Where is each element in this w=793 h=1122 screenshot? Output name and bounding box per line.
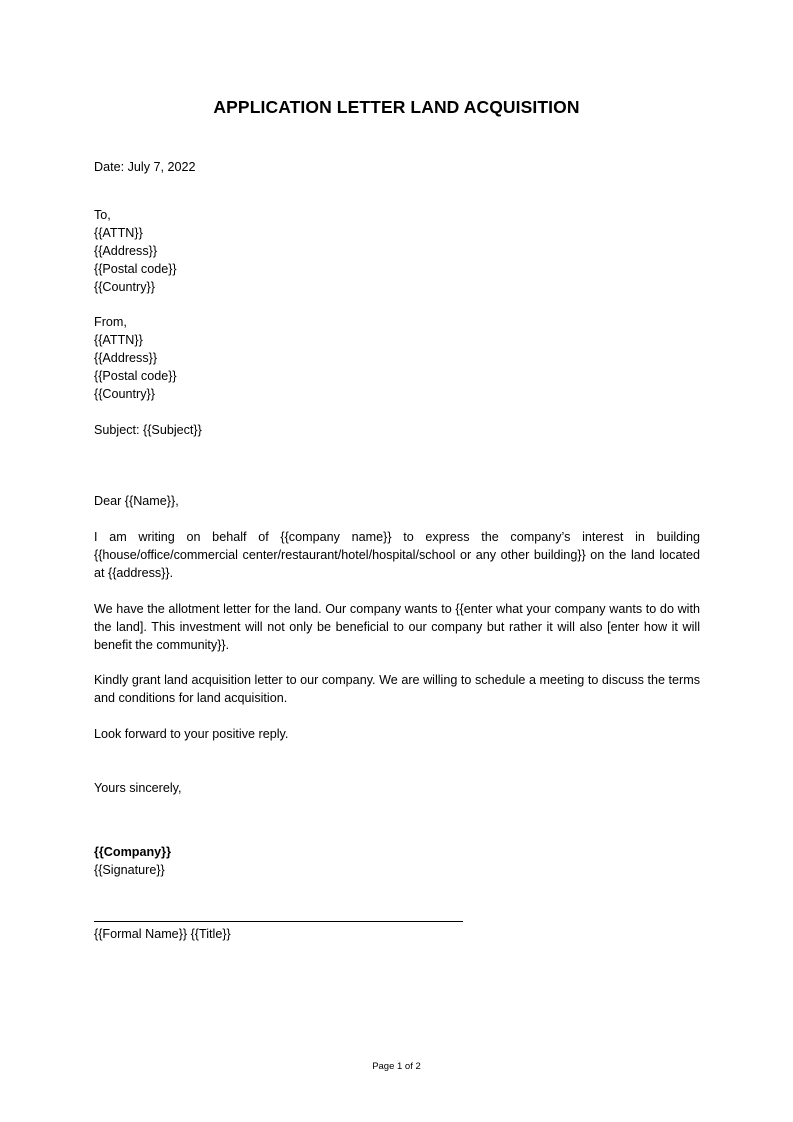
to-attn: {{ATTN}} (94, 226, 143, 240)
subject-text: Subject: {{Subject}} (94, 423, 202, 437)
signature-block (94, 843, 171, 879)
salutation-text: Dear {{Name}}, (94, 494, 179, 508)
from-country: {{Country}} (94, 387, 155, 401)
date-line (94, 158, 196, 176)
body-paragraph-3: Kindly grant land acquisition letter to our company. We are willing to schedule a meeting to discuss the terms and conditions for land acquisition. (94, 673, 700, 705)
from-attn: {{ATTN}} (94, 333, 143, 347)
salutation (94, 492, 179, 510)
body-paragraph-1: I am writing on behalf of {{company name}} to express the company’s interest in building {{house/office/commercial center/restaurant/hotel/hospital/school or any other building}} on the land located at {{address}}. (94, 530, 700, 580)
closing-text: Yours sincerely, (94, 781, 182, 795)
subject-line (94, 421, 202, 439)
from-postal-code: {{Postal code}} (94, 369, 177, 383)
date-text: Date: July 7, 2022 (94, 160, 196, 174)
page-number: Page 1 of 2 (372, 1061, 421, 1072)
recipient-block (94, 206, 177, 296)
closing (94, 779, 182, 797)
to-address: {{Address}} (94, 244, 158, 258)
to-country: {{Country}} (94, 280, 155, 294)
document-title: APPLICATION LETTER LAND ACQUISITION (213, 97, 580, 117)
body-paragraph-4: Look forward to your positive reply. (94, 727, 289, 741)
company-name: {{Company}} (94, 845, 171, 859)
formal-name-title: {{Formal Name}} {{Title}} (94, 927, 231, 941)
body-paragraph-2: We have the allotment letter for the land. Our company wants to {{enter what your company wants to do with the land]. This investment will not only be beneficial to our company but rather it will also [enter how it will benefit the community}}. (94, 602, 700, 652)
sender-block (94, 313, 177, 403)
signature-line (94, 921, 463, 922)
signature-placeholder: {{Signature}} (94, 863, 165, 877)
to-postal-code: {{Postal code}} (94, 262, 177, 276)
to-label: To, (94, 208, 111, 222)
formal-name-block (94, 925, 231, 943)
from-label: From, (94, 315, 127, 329)
from-address: {{Address}} (94, 351, 158, 365)
